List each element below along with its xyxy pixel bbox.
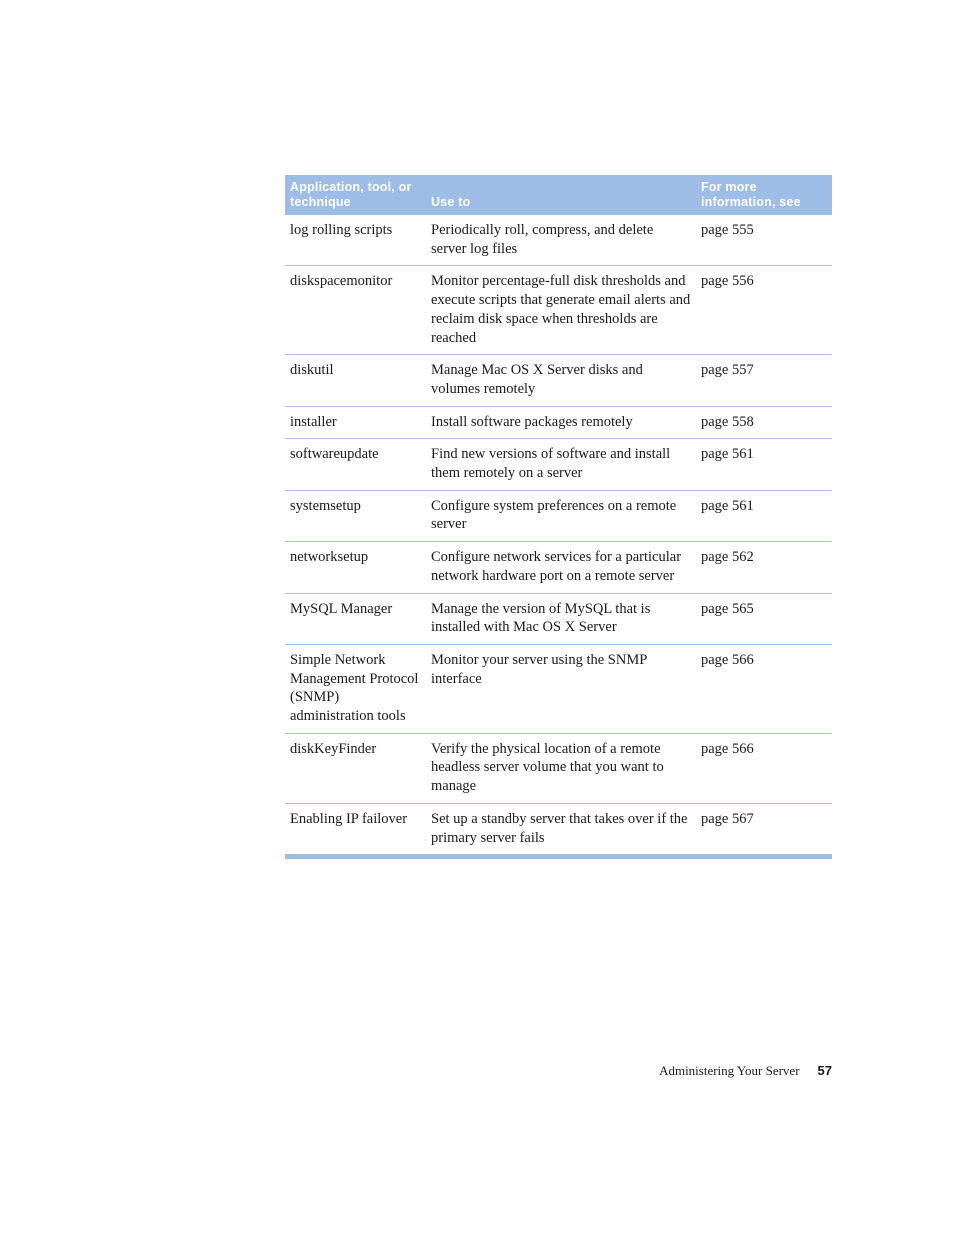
cell-use: Configure system preferences on a remote server [426, 490, 697, 541]
cell-tool: systemsetup [285, 490, 426, 541]
table-row [285, 490, 832, 541]
table-row [285, 406, 832, 439]
table-row [285, 355, 832, 406]
cell-page-ref: page 555 [697, 215, 832, 266]
cell-tool: MySQL Manager [285, 593, 426, 644]
cell-tool: diskKeyFinder [285, 733, 426, 803]
cell-use: Verify the physical location of a remote headless server volume that you want to manage [426, 733, 697, 803]
cell-tool: softwareupdate [285, 439, 426, 490]
table-body [285, 215, 832, 854]
cell-tool: networksetup [285, 542, 426, 593]
cell-page-ref: page 562 [697, 542, 832, 593]
reference-table-container [285, 175, 832, 859]
cell-tool: diskutil [285, 355, 426, 406]
cell-use: Monitor percentage-full disk thresholds and execute scripts that generate email alerts and reclaim disk space when thresholds are reached [426, 266, 697, 355]
footer-chapter-title: Administering Your Server [659, 1063, 800, 1078]
cell-use: Configure network services for a particular network hardware port on a remote server [426, 542, 697, 593]
cell-page-ref: page 567 [701, 810, 754, 827]
cell-page-ref: page 565 [697, 593, 832, 644]
cell-page-ref: page 566 [697, 644, 832, 733]
cell-page-ref: page 561 [697, 490, 832, 541]
cell-use: Monitor your server using the SNMP interface [426, 644, 697, 733]
table-row [285, 439, 832, 490]
cell-page-ref: page 556 [697, 266, 832, 355]
cell-tool: Simple Network Management Protocol (SNMP) administration tools [285, 644, 426, 733]
footer-page-number: 57 [817, 1063, 832, 1078]
cell-tool: log rolling scripts [285, 215, 426, 266]
page-footer [659, 1063, 832, 1079]
cell-page-ref: page 558 [697, 406, 832, 439]
header-application: Application, tool, or technique [290, 180, 412, 209]
table-header-row [285, 175, 832, 215]
cell-page-ref: page 561 [697, 439, 832, 490]
table-bottom-rule [285, 854, 832, 859]
cell-page-ref: page 566 [697, 733, 832, 803]
cell-use: Manage the version of MySQL that is installed with Mac OS X Server [426, 593, 697, 644]
cell-use: Manage Mac OS X Server disks and volumes remotely [426, 355, 697, 406]
table-row [285, 542, 832, 593]
cell-use: Set up a standby server that takes over if the primary server fails [431, 810, 688, 846]
header-use-to: Use to [431, 195, 471, 209]
cell-use: Install software packages remotely [426, 406, 697, 439]
table-row [285, 215, 832, 266]
table-row [285, 593, 832, 644]
cell-tool: diskspacemonitor [285, 266, 426, 355]
table-row [285, 803, 832, 854]
reference-table [285, 175, 832, 854]
table-row [285, 266, 832, 355]
cell-tool: Enabling IP failover [290, 810, 408, 827]
cell-use: Periodically roll, compress, and delete server log files [426, 215, 697, 266]
table-row [285, 733, 832, 803]
cell-tool: installer [285, 406, 426, 439]
cell-use: Find new versions of software and install them remotely on a server [426, 439, 697, 490]
table-row [285, 644, 832, 733]
header-more-info: For more information, see [701, 180, 801, 209]
cell-page-ref: page 557 [697, 355, 832, 406]
